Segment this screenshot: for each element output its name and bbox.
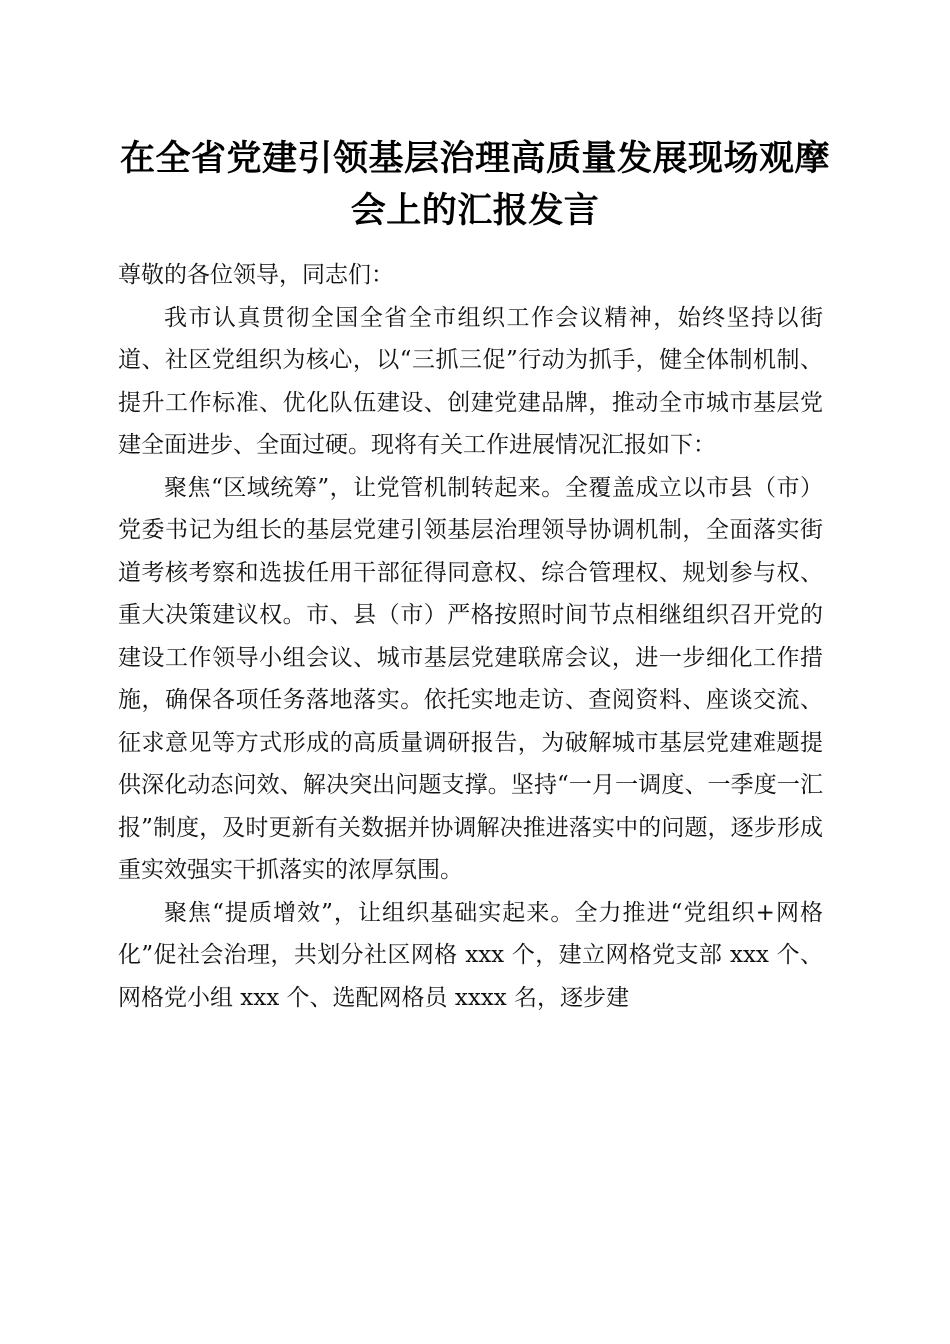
title-line-2: 会上的汇报发言 [350, 190, 600, 231]
document-body [118, 254, 823, 1019]
title-line-1: 在全省党建引领基层治理高质量发展现场观摩 [119, 138, 830, 179]
paragraph-intro: 我市认真贯彻全国全省全市组织工作会议精神，始终坚持以街道、社区党组织为核心，以“三抓三促”行动为抓手，健全体制机制、提升工作标准、优化队伍建设、创建党建品牌，推动全市城市基层党建全面进步、全面过硬。现将有关工作进展情况汇报如下： [118, 304, 823, 458]
document-title [110, 133, 840, 237]
paragraph-quality-efficiency: 聚焦“提质增效”，让组织基础实起来。全力推进“党组织+网格化”促社会治理，共划分社区网格 xxx 个，建立网格党支部 xxx 个、网格党小组 xxx 个、选配网格员 xxxx 名，逐步建 [118, 899, 823, 1011]
salutation: 尊敬的各位领导，同志们： [118, 262, 394, 288]
paragraph-regional-coordination: 聚焦“区域统筹”，让党管机制转起来。全覆盖成立以市县（市）党委书记为组长的基层党建引领基层治理领导协调机制，全面落实街道考核考察和选拔任用干部征得同意权、综合管理权、规划参与权、重大决策建议权。市、县（市）严格按照时间节点相继组织召开党的建设工作领导小组会议、城市基层党建联席会议，进一步细化工作措施，确保各项任务落地落实。依托实地走访、查阅资料、座谈交流、征求意见等方式形成的高质量调研报告，为破解城市基层党建难题提供深化动态问效、解决突出问题支撑。坚持“一月一调度、一季度一汇报”制度，及时更新有关数据并协调解决推进落实中的问题，逐步形成重实效强实干抓落实的浓厚氛围。 [118, 474, 823, 883]
